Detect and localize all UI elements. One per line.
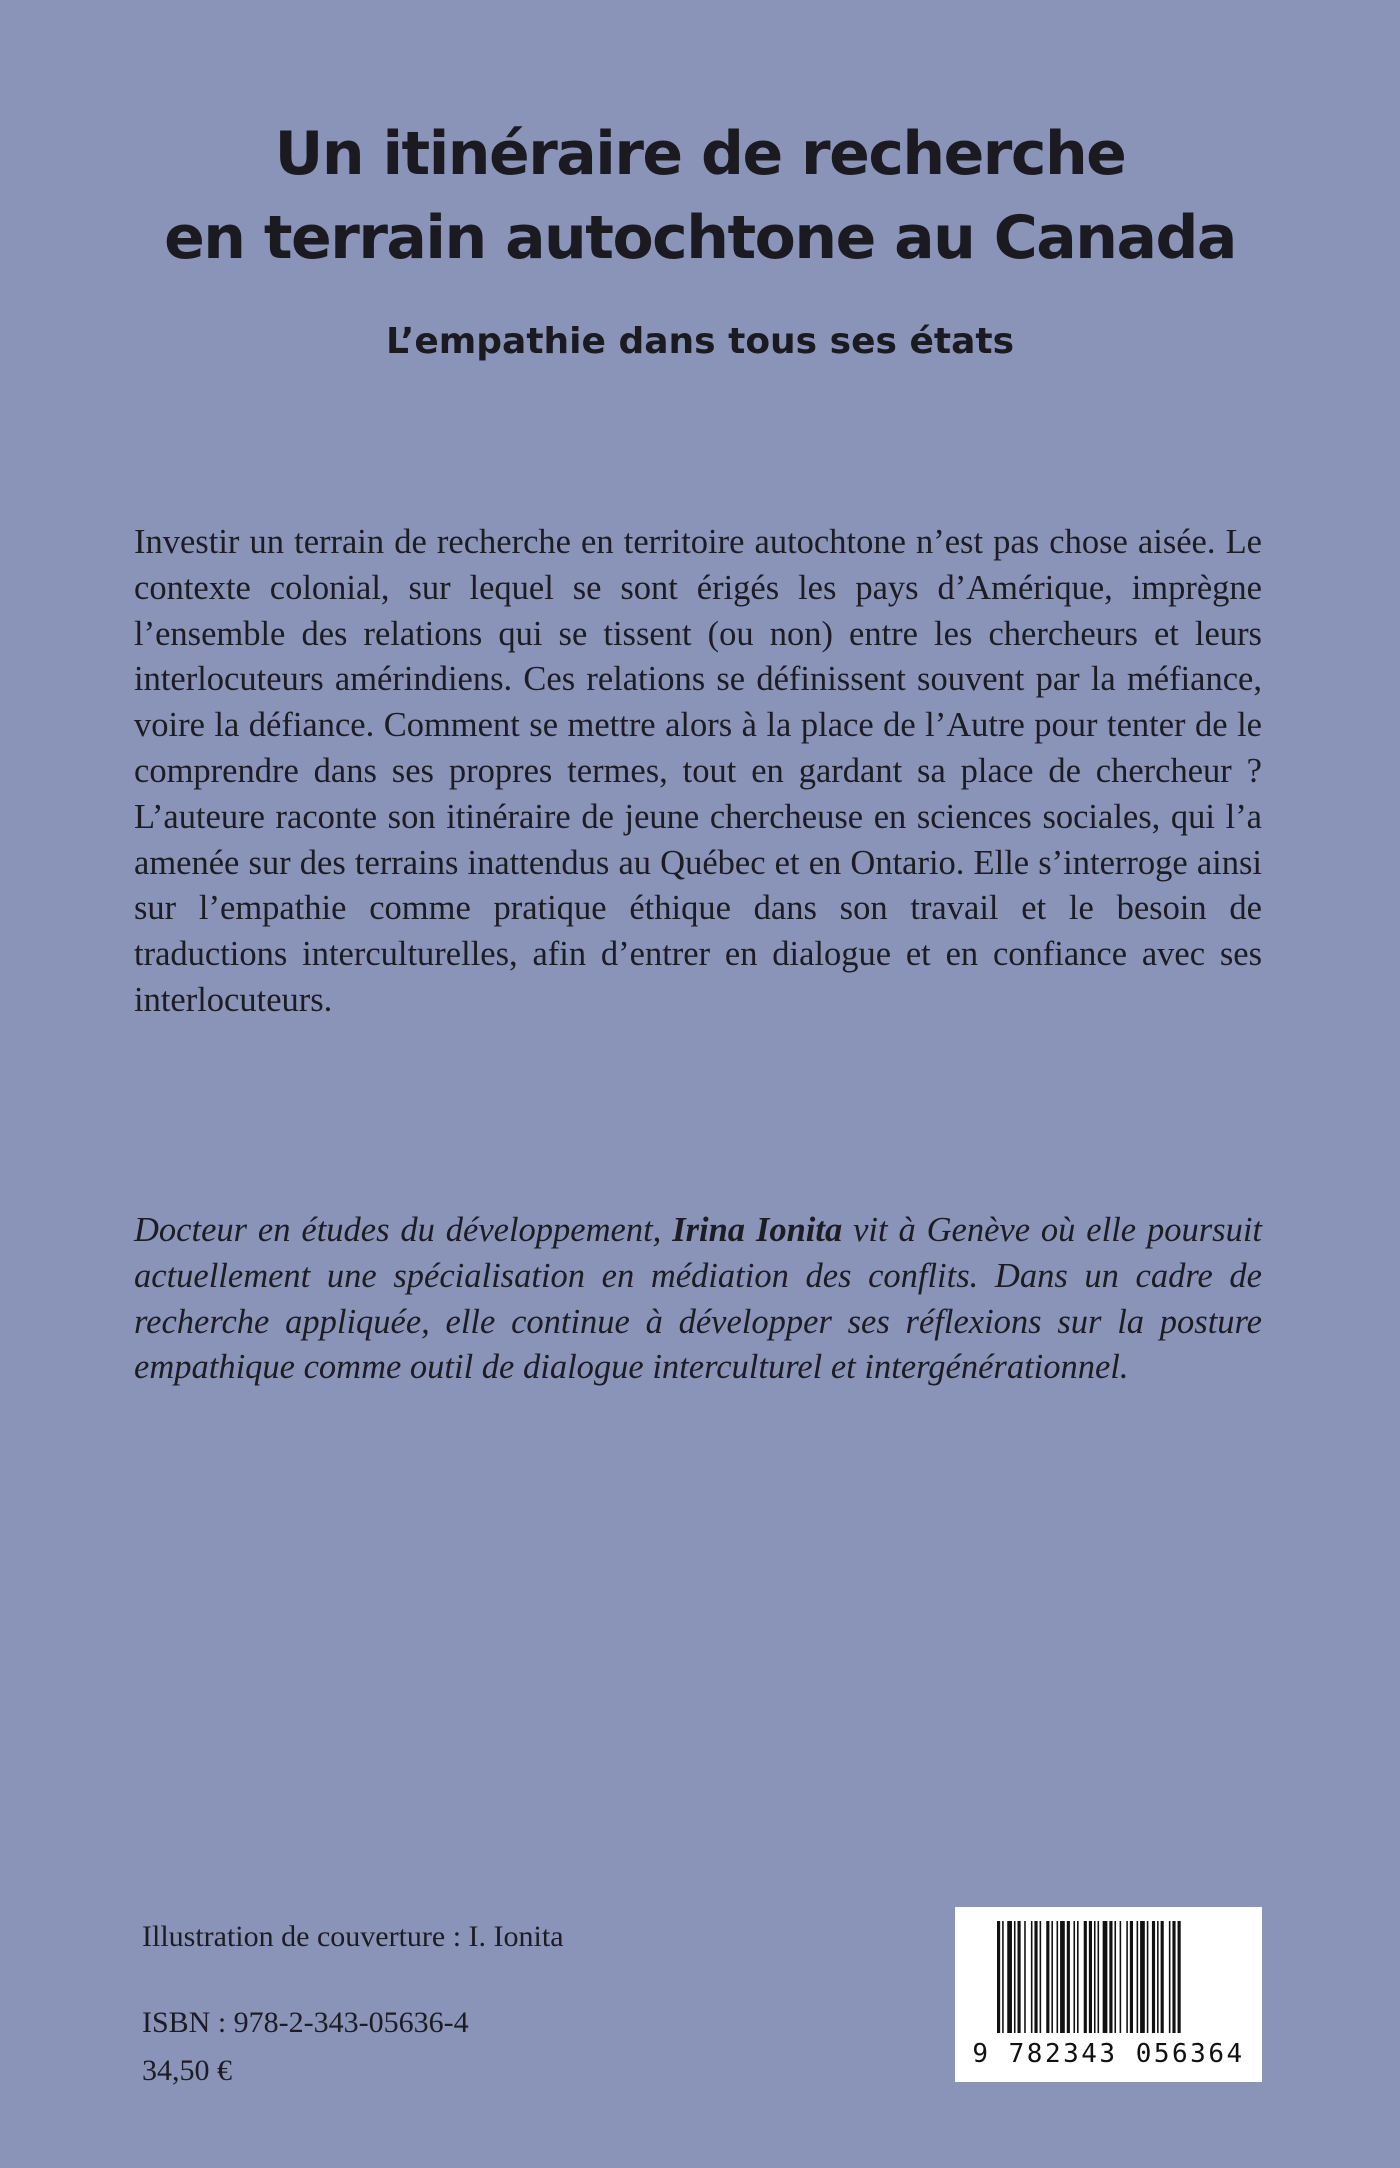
barcode-bar xyxy=(1147,1921,1149,2033)
barcode-bar xyxy=(1040,1921,1042,2033)
illustration-credit: Illustration de couverture : I. Ionita xyxy=(142,1920,564,1953)
barcode-bar xyxy=(1161,1921,1164,2033)
barcode-bar xyxy=(997,1921,1000,2033)
author-name: Irina Ionita xyxy=(672,1211,843,1249)
price-label: 34,50 € xyxy=(142,2054,232,2087)
barcode-bar xyxy=(1067,1921,1070,2033)
barcode-bar xyxy=(1114,1921,1116,2033)
barcode-bar xyxy=(1060,1921,1065,2033)
isbn-label: ISBN : 978-2-343-05636-4 xyxy=(142,2006,469,2039)
title-line-2: en terrain autochtone au Canada xyxy=(164,203,1236,273)
barcode-bar xyxy=(1034,1921,1037,2033)
barcode-bar xyxy=(1130,1921,1133,2033)
barcode xyxy=(955,1907,1262,2082)
barcode-bar xyxy=(1073,1921,1075,2033)
barcode-bar xyxy=(1140,1921,1145,2033)
barcode-bar xyxy=(1051,1921,1053,2033)
barcode-bar xyxy=(1120,1921,1122,2033)
barcode-bar xyxy=(1014,1921,1016,2033)
barcode-bar xyxy=(1157,1921,1159,2033)
barcode-bar xyxy=(1018,1921,1021,2033)
barcode-bar xyxy=(1103,1921,1108,2033)
barcode-bar xyxy=(1007,1921,1012,2033)
barcode-bar xyxy=(1137,1921,1139,2033)
barcode-bar xyxy=(1094,1921,1096,2033)
barcode-bar xyxy=(1126,1921,1128,2033)
barcode-bar xyxy=(1109,1921,1112,2033)
barcode-bar xyxy=(1152,1921,1155,2033)
book-subtitle: L’empathie dans tous ses états xyxy=(386,321,1014,362)
book-blurb: Investir un terrain de recherche en territoire autochtone n’est pas chose aisée. Le contexte colonial, sur lequel se sont érigés les pays d’Amérique, imprègne l’ensemble des relations qui se tissent (ou non) entre les chercheurs et leurs interlocuteurs amérindiens. Ces relations se définissent souvent par la méfiance, voire la défiance. Comment se mettre alors à la place de l’Autre pour tenter de le comprendre dans ses propres termes, tout en gardant sa place de chercheur ? L’auteure raconte son itinéraire de jeune chercheuse en sciences sociales, qui l’a amenée sur des terrains inattendus au Québec et en Ontario. Elle s’interroge ainsi sur l’empathie comme pratique éthique dans son travail et le besoin de traductions interculturelles, afin d’entrer en dialogue et en confiance avec ses interlocuteurs. xyxy=(134,523,1262,1019)
author-bio xyxy=(134,1208,1262,1391)
title-line-1: Un itinéraire de recherche xyxy=(274,119,1126,189)
barcode-bar xyxy=(1057,1921,1059,2033)
barcode-bar xyxy=(1178,1921,1181,2033)
barcode-bar xyxy=(1172,1921,1175,2033)
barcode-bar xyxy=(1002,1921,1004,2033)
barcode-bar xyxy=(1024,1921,1026,2033)
barcode-bar xyxy=(1084,1921,1087,2033)
author-bio-intro: Docteur en études du développement, xyxy=(134,1211,673,1249)
book-title xyxy=(0,112,1400,280)
barcode-bar xyxy=(1031,1921,1033,2033)
author-bio-rest: vit à Genève où elle poursuit actuellement une spécialisation en médiation des conflits. Dans un cadre de recherche appliquée, elle continue à développer ses réflexions sur la posture empathique comme outil de dialogue interculturel et intergénérationnel. xyxy=(134,1211,1262,1387)
barcode-bar xyxy=(1077,1921,1079,2033)
barcode-bar xyxy=(1089,1921,1092,2033)
barcode-bar xyxy=(1098,1921,1100,2033)
barcode-bar xyxy=(1169,1921,1171,2033)
barcode-digits: 9 782343 056364 xyxy=(972,2039,1245,2069)
barcode-bar xyxy=(1046,1921,1049,2033)
